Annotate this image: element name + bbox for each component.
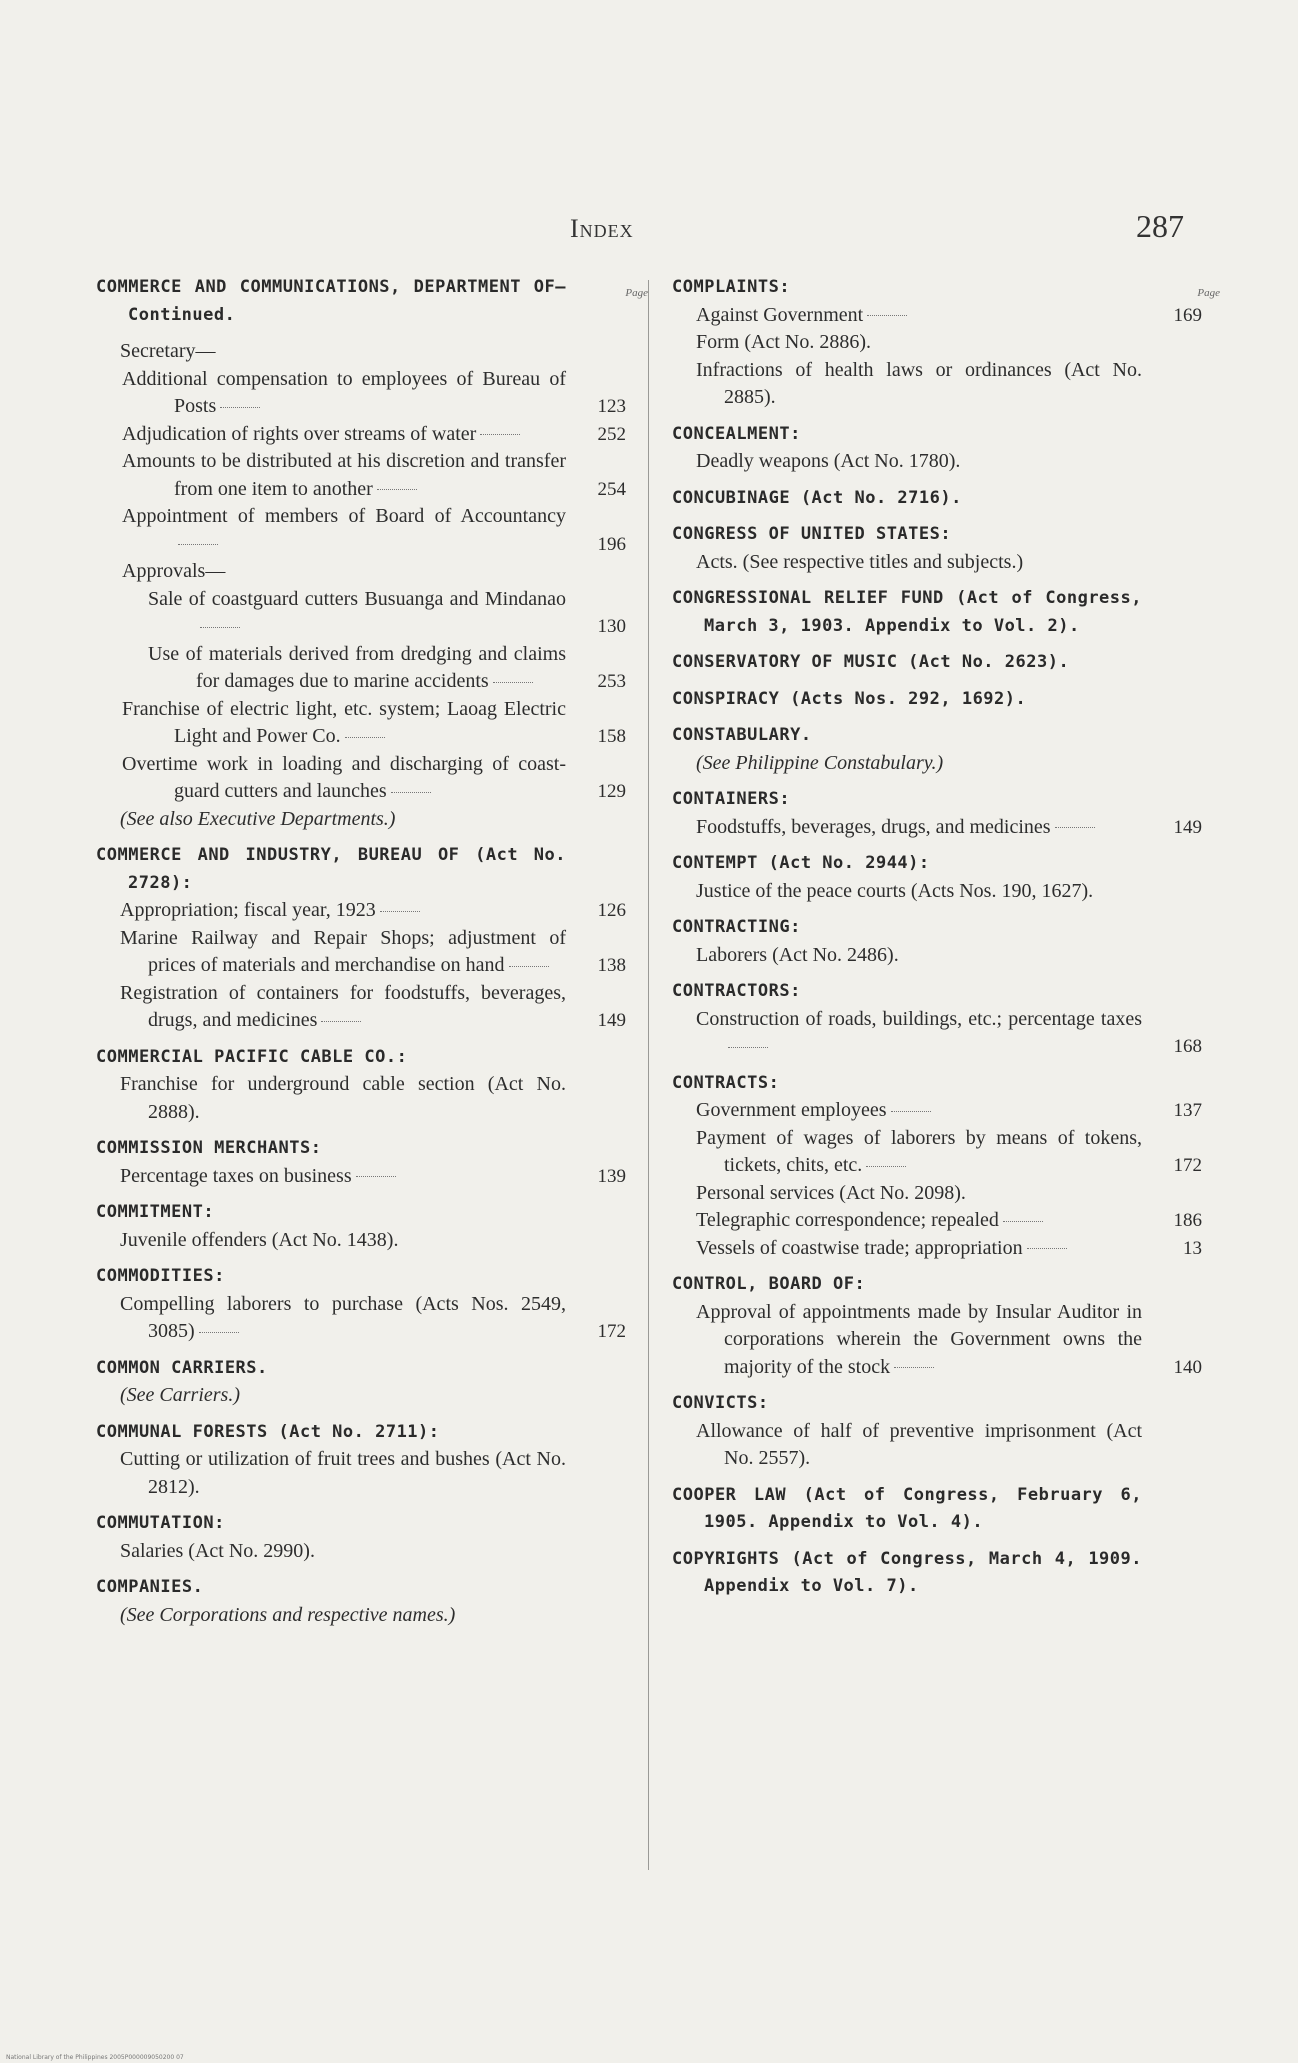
index-heading: COMMERCIAL PACIFIC CABLE CO.: (96, 1046, 408, 1067)
index-subentry-row (96, 586, 626, 641)
dot-leader (391, 792, 431, 793)
index-heading-row (96, 1574, 626, 1602)
index-entry (672, 585, 1202, 640)
index-subentry-text: Form (Act No. 2886). (696, 331, 871, 353)
index-heading: COPYRIGHTS (Act of Congress, March 4, 1909. Appendix to Vol. 7). (672, 1548, 1142, 1596)
index-subentry-row (672, 329, 1202, 357)
index-heading: COMMUTATION: (96, 1513, 225, 1533)
index-heading: CONSPIRACY (Acts Nos. 292, 1692). (672, 688, 1027, 709)
index-entry (672, 1482, 1202, 1537)
page-reference: 13 (1183, 1237, 1202, 1259)
dot-leader (480, 434, 520, 435)
index-subentry-row (672, 1207, 1202, 1235)
index-subentry-row (672, 448, 1202, 476)
index-subentry-text: Telegraphic correspondence; repealed (696, 1209, 999, 1231)
dot-leader (493, 682, 533, 683)
index-heading-row (96, 1044, 626, 1072)
index-heading-row (96, 1510, 626, 1538)
page-reference: 169 (1173, 304, 1202, 326)
page-reference: 129 (597, 781, 626, 802)
dot-leader (380, 911, 420, 912)
index-subentry-text: Acts. (See respective titles and subjects.) (696, 550, 1024, 573)
index-column-right (672, 274, 1220, 1601)
index-heading-row (672, 850, 1202, 878)
index-subentry-row (96, 1163, 626, 1191)
index-heading: CONTRACTS: (672, 1072, 780, 1093)
index-subentry-text: (See also Executive Departments.) (120, 807, 396, 830)
index-subentry-row (96, 751, 626, 806)
index-subentry-text: Against Government (696, 303, 864, 326)
index-subentry-text: Juvenile offenders (Act No. 1438). (120, 1228, 399, 1251)
index-heading: CONGRESS OF UNITED STATES: (672, 524, 952, 544)
index-subentry-text: (See Philippine Constabulary.) (696, 751, 944, 774)
index-heading-row (96, 1199, 626, 1227)
index-heading: CONCUBINAGE (Act No. 2716). (672, 487, 962, 508)
index-subentry-text: (See Corporations and respective names.) (120, 1603, 456, 1626)
index-subentry-row (672, 1097, 1202, 1125)
index-entry (96, 1419, 626, 1502)
dot-leader (200, 627, 240, 628)
index-subentry-text: Additional compensation to employees of Bureau of Posts (122, 367, 566, 417)
dot-leader (377, 489, 417, 490)
index-heading: CONSERVATORY OF MUSIC (Act No. 2623). (672, 652, 1070, 672)
index-heading: CONTAINERS: (672, 789, 791, 809)
index-subentry-text: Appropriation; fiscal year, 1923 (120, 899, 376, 921)
page-reference: 140 (1173, 1356, 1202, 1378)
index-subentry-row (672, 549, 1202, 577)
index-heading-row (672, 421, 1202, 449)
index-subentry-row (96, 806, 626, 834)
index-subentry-text: Registration of containers for foodstuffs, beverages, drugs, and medicines (120, 981, 566, 1031)
dot-leader (894, 1367, 934, 1368)
index-entry (96, 1263, 626, 1346)
index-heading: CONTEMPT (Act No. 2944): (672, 853, 930, 873)
index-subentry-row (672, 942, 1202, 970)
page-reference: 196 (597, 533, 626, 555)
index-entry (672, 274, 1202, 412)
index-heading-row (672, 1390, 1202, 1418)
index-entry (96, 1044, 626, 1127)
dot-leader (1055, 827, 1095, 828)
index-heading-row (672, 521, 1202, 549)
index-subentry-text: Allowance of half of preventive imprisonment (Act No. 2557). (696, 1419, 1142, 1469)
index-entry (96, 1135, 626, 1190)
index-subentry-text: Government employees (696, 1099, 887, 1121)
index-entry (672, 521, 1202, 576)
index-heading-row (96, 1355, 626, 1383)
index-subentry-row (96, 1291, 626, 1346)
index-entry (96, 1574, 626, 1629)
index-subentry-row (96, 897, 626, 925)
index-entry (672, 786, 1202, 841)
scan-footer-note: National Library of the Philippines 2005P000009050200 07 (6, 2054, 184, 2061)
dot-leader (199, 1332, 239, 1333)
index-entry (672, 850, 1202, 905)
index-entry (96, 338, 626, 833)
index-heading-row (672, 722, 1202, 750)
index-subentry-text: Sale of coastguard cutters Busuanga and Mindanao (148, 587, 566, 610)
page-reference: 139 (597, 1165, 626, 1187)
index-heading: COMMON CARRIERS. (96, 1357, 268, 1378)
dot-leader (866, 1166, 906, 1167)
index-heading-row (672, 485, 1202, 513)
index-heading: COMMISSION MERCHANTS: (96, 1138, 322, 1158)
index-subentry-row (96, 1382, 626, 1410)
index-heading-row (672, 649, 1202, 677)
dot-leader (220, 407, 260, 408)
index-heading: COMMODITIES: (96, 1266, 225, 1286)
index-subentry-row (96, 980, 626, 1035)
index-column-left (96, 274, 648, 1629)
index-entry (672, 686, 1202, 714)
index-heading-row (96, 1419, 626, 1447)
index-entry (672, 485, 1202, 513)
index-entry (672, 1390, 1202, 1473)
index-subentry-row (672, 878, 1202, 906)
index-subentry-row (96, 338, 626, 366)
page-reference: 149 (1173, 816, 1202, 838)
page-reference: 126 (597, 900, 626, 921)
page-number: 287 (1136, 208, 1184, 244)
index-heading-row (672, 786, 1202, 814)
index-subentry-text: Overtime work in loading and discharging of coast-guard cutters and launches (122, 752, 566, 802)
index-subentry-row (672, 1235, 1202, 1263)
column-divider (648, 280, 649, 1870)
index-subentry-text: Secretary— (120, 340, 216, 362)
index-subentry-text: Percentage taxes on business (120, 1164, 352, 1187)
index-subentry-row (96, 448, 626, 503)
index-heading: COMPLAINTS: (672, 277, 791, 297)
index-heading: COMMUNAL FORESTS (Act No. 2711): (96, 1421, 440, 1442)
dot-leader (345, 737, 385, 738)
index-entry (672, 421, 1202, 476)
index-entry (672, 978, 1202, 1061)
index-subentry-row (96, 1071, 626, 1126)
index-subentry-row (672, 1180, 1202, 1208)
dot-leader (867, 315, 907, 316)
index-entry (672, 1546, 1202, 1601)
index-heading: CONVICTS: (672, 1393, 769, 1413)
page-reference: 137 (1173, 1100, 1202, 1121)
page-reference: 168 (1173, 1036, 1202, 1057)
index-heading: COOPER LAW (Act of Congress, February 6, 1905. Appendix to Vol. 4). (672, 1484, 1142, 1532)
index-subentry-text: Personal services (Act No. 2098). (696, 1181, 966, 1204)
index-heading-row (96, 1135, 626, 1163)
index-subentry-text: Foodstuffs, beverages, drugs, and medicines (696, 815, 1051, 838)
index-subentry-row (672, 750, 1202, 778)
index-entry (672, 1271, 1202, 1381)
index-heading-row (96, 842, 626, 897)
index-heading: CONTRACTING: (672, 917, 801, 937)
index-heading: CONCEALMENT: (672, 423, 801, 444)
index-subentry-row (96, 1538, 626, 1566)
index-subentry-text: Amounts to be distributed at his discretion and transfer from one item to another (122, 450, 566, 500)
index-subentry-row (672, 1125, 1202, 1180)
index-entry (96, 274, 626, 329)
index-entry (672, 649, 1202, 677)
index-entry (96, 1199, 626, 1254)
running-title: Index (570, 214, 634, 243)
index-subentry-text: Marine Railway and Repair Shops; adjustment of prices of materials and merchandise on hand (120, 926, 566, 976)
index-heading-row (672, 914, 1202, 942)
page-reference: 254 (597, 478, 626, 500)
page-column-label: Page (625, 287, 648, 299)
index-heading-row (672, 1546, 1202, 1601)
index-subentry-text: Franchise of electric light, etc. system; Laoag Electric Light and Power Co. (122, 697, 566, 747)
page-column-label: Page (1197, 287, 1220, 299)
dot-leader (509, 966, 549, 967)
index-heading-row (672, 585, 1202, 640)
index-subentry-text: Approvals— (122, 560, 226, 582)
index-subentry-text: Deadly weapons (Act No. 1780). (696, 450, 961, 472)
index-subentry-row (96, 1227, 626, 1255)
dot-leader (1003, 1221, 1043, 1222)
dot-leader (321, 1021, 361, 1022)
index-heading-row (672, 1482, 1202, 1537)
index-subentry-row (672, 1006, 1202, 1061)
page-reference: 158 (597, 726, 626, 747)
index-heading-row (672, 686, 1202, 714)
index-subentry-row (96, 696, 626, 751)
index-subentry-row (96, 503, 626, 558)
index-subentry-row (672, 1418, 1202, 1473)
dot-leader (178, 544, 218, 545)
index-heading: CONTROL, BOARD OF: (672, 1274, 866, 1294)
index-subentry-text: (See Carriers.) (120, 1384, 240, 1406)
index-subentry-text: Payment of wages of laborers by means of tokens, tickets, chits, etc. (696, 1126, 1142, 1176)
index-heading-row (672, 1271, 1202, 1299)
page-reference: 123 (597, 396, 626, 417)
index-subentry-text: Adjudication of rights over streams of water (122, 422, 477, 445)
index-subentry-text: Construction of roads, buildings, etc.; percentage taxes (696, 1007, 1142, 1030)
page-reference: 252 (597, 423, 626, 445)
page-reference: 130 (597, 616, 626, 637)
index-heading-row (672, 1070, 1202, 1098)
index-subentry-text: Vessels of coastwise trade; appropriation (696, 1236, 1023, 1259)
page-reference: 138 (597, 955, 626, 976)
index-subentry-row (96, 366, 626, 421)
index-entry (672, 722, 1202, 777)
index-subentry-text: Salaries (Act No. 2990). (120, 1539, 315, 1562)
index-subentry-row (672, 814, 1202, 842)
index-heading: CONTRACTORS: (672, 981, 801, 1001)
index-subentry-text: Infractions of health laws or ordinances (Act No. 2885). (696, 358, 1142, 408)
index-subentry-text: Justice of the peace courts (Acts Nos. 190, 1627). (696, 879, 1094, 902)
index-heading: CONSTABULARY. (672, 725, 812, 745)
page-reference: 186 (1173, 1210, 1202, 1231)
index-heading: COMMERCE AND COMMUNICATIONS, DEPARTMENT OF—Continued. (96, 277, 566, 325)
index-entry (96, 1510, 626, 1565)
dot-leader (728, 1047, 768, 1048)
page-reference: 253 (597, 671, 626, 692)
index-entry (96, 1355, 626, 1410)
index-subentry-text: Approval of appointments made by Insular Auditor in corporations wherein the Government owns the majority of the stock (696, 1300, 1142, 1378)
index-heading: COMMITMENT: (96, 1202, 215, 1222)
index-heading: CONGRESSIONAL RELIEF FUND (Act of Congress, March 3, 1903. Appendix to Vol. 2). (672, 588, 1142, 636)
dot-leader (356, 1176, 396, 1177)
index-subentry-text: Compelling laborers to purchase (Acts Nos. 2549, 3085) (120, 1292, 566, 1342)
index-heading: COMPANIES. (96, 1577, 204, 1597)
index-subentry-text: Use of materials derived from dredging and claims for damages due to marine accidents (148, 642, 566, 692)
index-subentry-text: Cutting or utilization of fruit trees and bushes (Act No. 2812). (120, 1448, 566, 1498)
index-heading-row (672, 978, 1202, 1006)
index-entry (96, 842, 626, 1035)
index-subentry-text: Laborers (Act No. 2486). (696, 943, 899, 966)
page-reference: 172 (597, 1321, 626, 1342)
index-subentry-text: Appointment of members of Board of Accountancy (122, 505, 566, 527)
index-entry (672, 914, 1202, 969)
index-heading-row (96, 1263, 626, 1291)
index-subentry-row (96, 421, 626, 449)
index-subentry-row (96, 1446, 626, 1501)
index-subentry-row (96, 925, 626, 980)
index-heading: COMMERCE AND INDUSTRY, BUREAU OF (Act No. 2728): (96, 845, 566, 893)
index-entry (672, 1070, 1202, 1263)
page-reference: 172 (1173, 1155, 1202, 1176)
dot-leader (891, 1111, 931, 1112)
page-header (0, 208, 1298, 248)
index-subentry-row (96, 1602, 626, 1630)
index-subentry-row (96, 558, 626, 586)
page-reference: 149 (597, 1010, 626, 1031)
index-subentry-row (96, 641, 626, 696)
index-subentry-text: Franchise for underground cable section (Act No. 2888). (120, 1073, 566, 1123)
index-subentry-row (672, 357, 1202, 412)
index-subentry-row (672, 302, 1202, 330)
index-subentry-row (672, 1299, 1202, 1382)
dot-leader (1027, 1248, 1067, 1249)
index-heading-row (672, 274, 1202, 302)
index-heading-row (96, 274, 626, 329)
